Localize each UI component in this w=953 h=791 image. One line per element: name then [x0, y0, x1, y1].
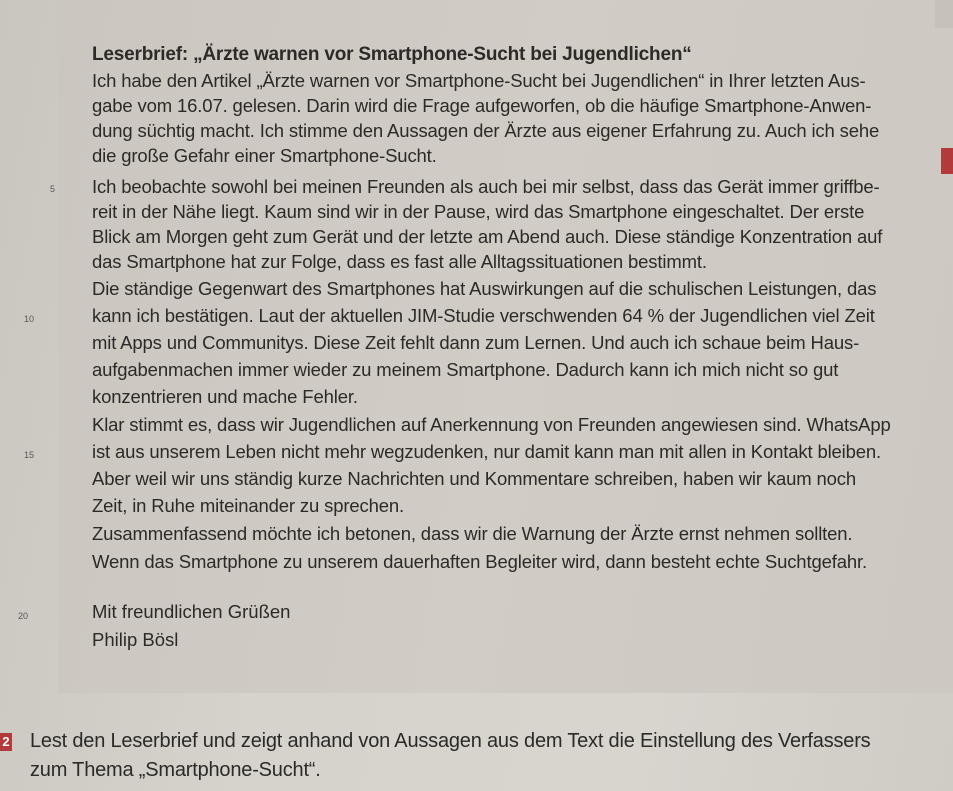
line-number-10: 10: [24, 314, 35, 324]
task-line-2: zum Thema „Smartphone-Sucht“.: [30, 759, 321, 781]
letter-greeting: Mit freundlichen Grüßen: [92, 601, 291, 622]
letter-line-13: konzentrieren und mache Fehler.: [92, 386, 358, 407]
letter-line-1: Ich habe den Artikel „Ärzte warnen vor Smartphone-Sucht bei Jugendlichen“ in Ihrer letzten Aus-: [92, 70, 866, 91]
letter-title: Leserbrief: „Ärzte warnen vor Smartphone-Sucht bei Jugendlichen“: [92, 44, 692, 65]
letter-line-9: Die ständige Gegenwart des Smartphones hat Auswirkungen auf die schulischen Leistungen, das: [92, 278, 877, 299]
letter-line-15: ist aus unserem Leben nicht mehr wegzudenken, nur damit kann man mit allen in Kontakt bleiben.: [92, 441, 882, 462]
letter-line-2: gabe vom 16.07. gelesen. Darin wird die Frage aufgeworfen, ob die häufige Smartphone-Anwen-: [92, 95, 872, 116]
line-number-5: 5: [50, 184, 56, 194]
letter-line-4: die große Gefahr einer Smartphone-Sucht.: [92, 145, 437, 166]
page-edge-marker: [941, 148, 953, 174]
line-number-20: 20: [18, 611, 29, 621]
letter-line-16: Aber weil wir uns ständig kurze Nachrichten und Kommentare schreiben, haben wir kaum noch: [92, 468, 857, 489]
letter-line-8: das Smartphone hat zur Folge, dass es fast alle Alltagssituationen bestimmt.: [92, 251, 707, 272]
letter-signature: Philip Bösl: [92, 629, 179, 650]
letter-line-14: Klar stimmt es, dass wir Jugendlichen auf Anerkennung von Freunden angewiesen sind. WhatsApp: [92, 414, 891, 435]
task-line-1: Lest den Leserbrief und zeigt anhand von Aussagen aus dem Text die Einstellung des Verfassers: [30, 730, 871, 752]
letter-line-5: Ich beobachte sowohl bei meinen Freunden als auch bei mir selbst, dass das Gerät immer griffbe-: [92, 176, 880, 197]
letter-line-17: Zeit, in Ruhe miteinander zu sprechen.: [92, 495, 405, 516]
letter-line-3: dung süchtig macht. Ich stimme den Aussagen der Ärzte aus eigener Erfahrung zu. Auch ich sehe: [92, 120, 880, 141]
letter-line-12: aufgabenmachen immer wieder zu meinem Smartphone. Dadurch kann ich mich nicht so gut: [92, 359, 839, 380]
letter-line-18: Zusammenfassend möchte ich betonen, dass wir die Warnung der Ärzte ernst nehmen sollten.: [92, 523, 853, 544]
line-number-15: 15: [24, 450, 35, 460]
letter-line-19: Wenn das Smartphone zu unserem dauerhaften Begleiter wird, dann besteht echte Suchtgefahr.: [92, 551, 867, 572]
letter-line-11: mit Apps und Communitys. Diese Zeit fehlt dann zum Lernen. Und auch ich schaue beim Haus-: [92, 332, 860, 353]
letter-line-6: reit in der Nähe liegt. Kaum sind wir in der Pause, wird das Smartphone eingeschaltet. Der erste: [92, 201, 865, 222]
task-number-badge: 2: [0, 733, 12, 751]
letter-line-7: Blick am Morgen geht zum Gerät und der letzte am Abend auch. Diese ständige Konzentration auf: [92, 226, 883, 247]
letter-line-10: kann ich bestätigen. Laut der aktuellen JIM-Studie verschwenden 64 % der Jugendlichen viel Zeit: [92, 305, 875, 326]
page-corner: [935, 0, 953, 28]
